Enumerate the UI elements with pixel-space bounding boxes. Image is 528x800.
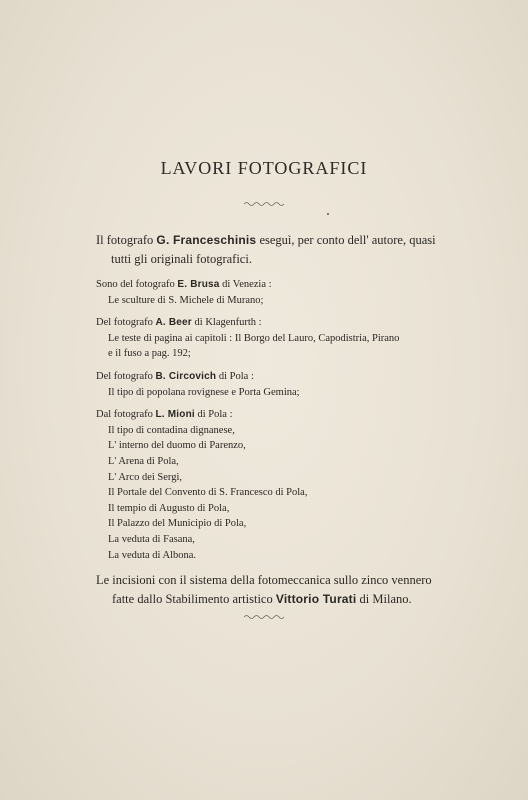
credit-item: Le sculture di S. Michele di Murano; — [108, 294, 264, 306]
credit-item: La veduta di Albona. — [108, 549, 197, 561]
credit-pre: Sono del fotografo — [96, 279, 178, 290]
credit-item: Il Portale del Convento di S. Francesco di Pola, — [108, 487, 308, 499]
photographer-name: G. Franceschinis — [156, 233, 257, 247]
credit-post: di Pola : — [216, 370, 254, 382]
closing-paragraph — [96, 571, 456, 609]
credit-circovich — [96, 369, 456, 400]
credit-item: La veduta di Fasana, — [108, 533, 195, 545]
credit-pre: Dal fotografo — [96, 409, 156, 421]
credit-item: L' Arena di Pola, — [108, 455, 179, 467]
closing-pre: fatte dallo Stabilimento artistico — [112, 592, 276, 607]
photographer-name: E. Brusa — [177, 279, 220, 290]
ornament-wave-top — [0, 192, 528, 211]
intro-line-2: tutti gli originali fotografici. — [111, 252, 252, 266]
credit-item: Il tipo di contadina dignanese, — [108, 424, 235, 436]
credit-item: Il tempio di Augusto di Pola, — [108, 502, 230, 514]
page-title: LAVORI FOTOGRAFICI — [160, 158, 368, 178]
photographer-name: B. Circovich — [155, 370, 217, 382]
photographer-name: L. Mioni — [155, 409, 195, 421]
photographer-name: A. Beer — [155, 317, 192, 329]
credit-post: di Venezia : — [219, 279, 272, 290]
credit-brusa — [96, 277, 456, 308]
credit-item: e il fuso a pag. 192; — [108, 348, 191, 360]
credit-item: L' interno del duomo di Parenzo, — [108, 440, 246, 452]
credit-post: di Pola : — [194, 409, 233, 421]
credit-item: Le teste di pagina ai capitoli : Il Borgo del Lauro, Capodistria, Pirano — [108, 332, 400, 344]
credits-content — [96, 231, 456, 622]
credit-mioni — [96, 407, 456, 563]
credit-item: L' Arco dei Sergi, — [108, 471, 183, 483]
credit-pre: Del fotografo — [96, 317, 156, 329]
credit-item: Il tipo di popolana rovignese e Porta Gemina; — [108, 386, 300, 398]
credit-beer — [96, 315, 456, 362]
closing-line-1: Le incisioni con il sistema della fotomeccanica sullo zinco vennero — [96, 573, 432, 588]
credit-post: di Klagenfurth : — [191, 317, 262, 329]
ink-dot — [327, 213, 329, 215]
printer-name: Vittorio Turati — [275, 592, 357, 607]
credit-pre: Del fotografo — [96, 370, 156, 382]
intro-paragraph — [96, 231, 456, 269]
intro-post: eseguì, per conto dell' autore, quasi — [256, 233, 436, 247]
intro-pre: Il fotografo — [96, 233, 157, 247]
ornament-wave-bottom — [0, 605, 528, 624]
credit-item: Il Palazzo del Municipio di Pola, — [108, 518, 247, 530]
closing-post: di Milano. — [356, 592, 412, 607]
